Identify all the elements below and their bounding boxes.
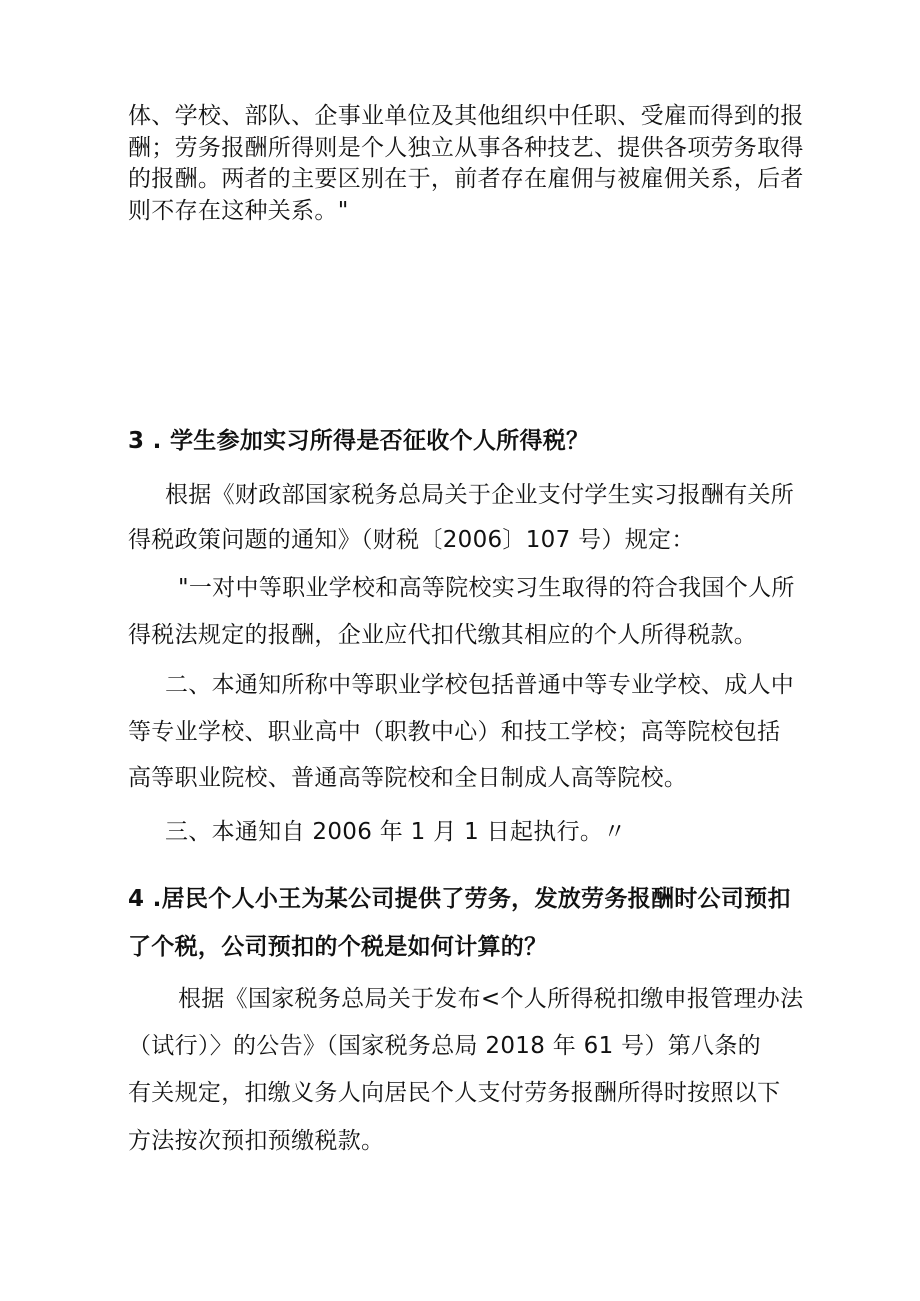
section3-p2-line-2: 得税法规定的报酬，企业应代扣代缴其相应的个人所得税款。 xyxy=(128,622,758,648)
section3-p1-line-1: 根据《财政部国家税务总局关于企业支付学生实习报酬有关所 xyxy=(165,482,795,508)
section3-heading: 3 . 学生参加实习所得是否征收个人所得税？ xyxy=(128,428,590,454)
para1-line-3: 的报酬。两者的主要区别在于，前者存在雇佣与被雇佣关系，后者 xyxy=(128,166,804,192)
section3-p3-line-2: 等专业学校、职业高中（职教中心）和技工学校；高等院校包括 xyxy=(128,719,781,745)
para1-line-2: 酬；劳务报酬所得则是个人独立从事各种技艺、提供各项劳务取得 xyxy=(128,135,804,161)
section3-p2-line-1: "一对中等职业学校和高等院校实习生取得的符合我国个人所 xyxy=(178,575,795,601)
para1-line-1: 体、学校、部队、企事业单位及其他组织中任职、受雇而得到的报 xyxy=(128,103,804,129)
section3-p3-line-3: 高等职业院校、普通高等院校和全日制成人高等院校。 xyxy=(128,765,688,791)
para1-line-4: 则不存在这种关系。" xyxy=(128,198,349,224)
section4-p1-line-1: 根据《国家税务总局关于发布<个人所得税扣缴申报管理办法 xyxy=(178,986,804,1012)
section3-p3-line-1: 二、本通知所称中等职业学校包括普通中等专业学校、成人中 xyxy=(165,672,795,698)
section3-p4: 三、本通知自 2006 年 1 月 1 日起执行。〃 xyxy=(165,819,627,845)
section4-heading-line-1: 4 .居民个人小王为某公司提供了劳务，发放劳务报酬时公司预扣 xyxy=(128,886,791,912)
section4-p1-line-2: （试行）〉的公告》（国家税务总局 2018 年 61 号）第八条的 xyxy=(128,1033,761,1059)
section4-p1-line-3: 有关规定，扣缴义务人向居民个人支付劳务报酬所得时按照以下 xyxy=(128,1080,781,1106)
section3-p1-line-2: 得税政策问题的通知》（财税〔2006〕107 号）规定： xyxy=(128,527,695,553)
section4-heading-line-2: 了个税，公司预扣的个税是如何计算的？ xyxy=(128,934,548,960)
section4-p1-line-4: 方法按次预扣预缴税款。 xyxy=(128,1128,385,1154)
